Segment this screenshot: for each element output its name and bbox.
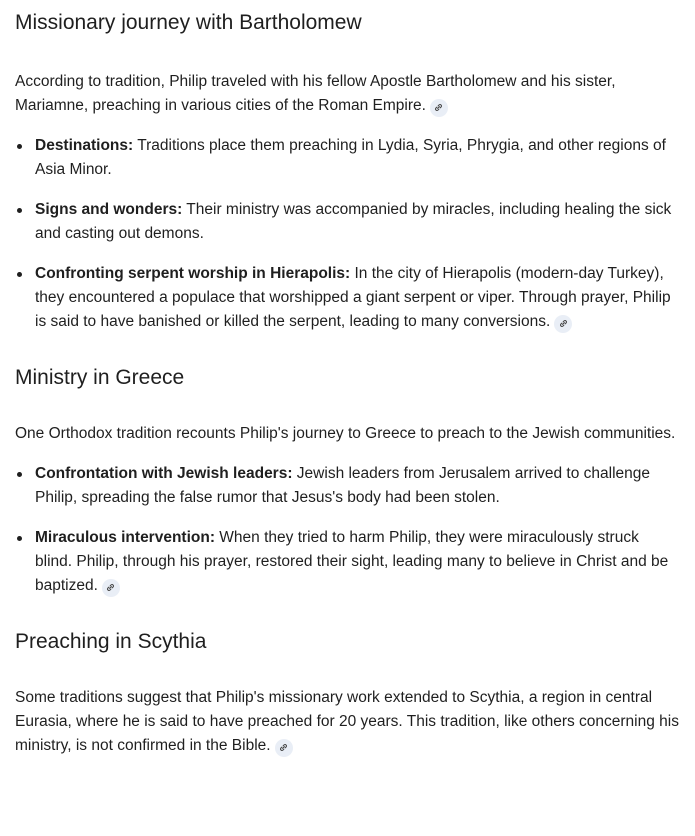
item-label: Miraculous intervention: [35,529,215,546]
item-label: Destinations: [35,137,134,154]
list-item [35,262,679,334]
intro-text: According to tradition, Philip traveled with his fellow Apostle Bartholomew and his sister, Mariamne, preaching in various cities of the Roman Empire. [15,73,616,114]
list-item [35,198,679,246]
item-text: Traditions place them preaching in Lydia, Syria, Phrygia, and other regions of Asia Minor. [35,137,666,178]
link-icon[interactable] [275,739,293,757]
section-intro-bartholomew [15,70,679,118]
bullet-list-bartholomew [15,134,679,334]
section-heading-greece: Ministry in Greece [15,366,185,389]
bullet-list-greece [15,462,679,598]
item-text: In the city of Hierapolis (modern-day Turkey), they encountered a populace that worshipped a giant serpent or viper. Through prayer, Philip is said to have banished or killed the serpent, leading to many conversions. [35,265,671,330]
item-label: Confronting serpent worship in Hierapolis: [35,265,351,282]
link-icon[interactable] [554,315,572,333]
response-content [0,9,695,758]
item-text: When they tried to harm Philip, they were miraculously struck blind. Philip, through his prayer, restored their sight, leading many to believe in Christ and be baptized. [35,529,669,594]
link-icon[interactable] [102,579,120,597]
section-intro-scythia [15,686,679,758]
section-intro-greece: One Orthodox tradition recounts Philip's journey to Greece to preach to the Jewish communities. [15,425,676,442]
item-text: Jewish leaders from Jerusalem arrived to challenge Philip, spreading the false rumor that Jesus's body had been stolen. [35,465,651,506]
item-label: Confrontation with Jewish leaders: [35,465,293,482]
section-heading-bartholomew: Missionary journey with Bartholomew [15,11,362,34]
list-item [35,134,679,182]
item-label: Signs and wonders: [35,201,183,218]
item-text: Their ministry was accompanied by miracles, including healing the sick and casting out demons. [35,201,672,242]
list-item [35,462,679,510]
section-heading-scythia: Preaching in Scythia [15,630,207,653]
list-item [35,526,679,598]
link-icon[interactable] [430,99,448,117]
intro-text: Some traditions suggest that Philip's missionary work extended to Scythia, a region in central Eurasia, where he is said to have preached for 20 years. This tradition, like others concerning his ministry, is not confirmed in the Bible. [15,689,679,754]
